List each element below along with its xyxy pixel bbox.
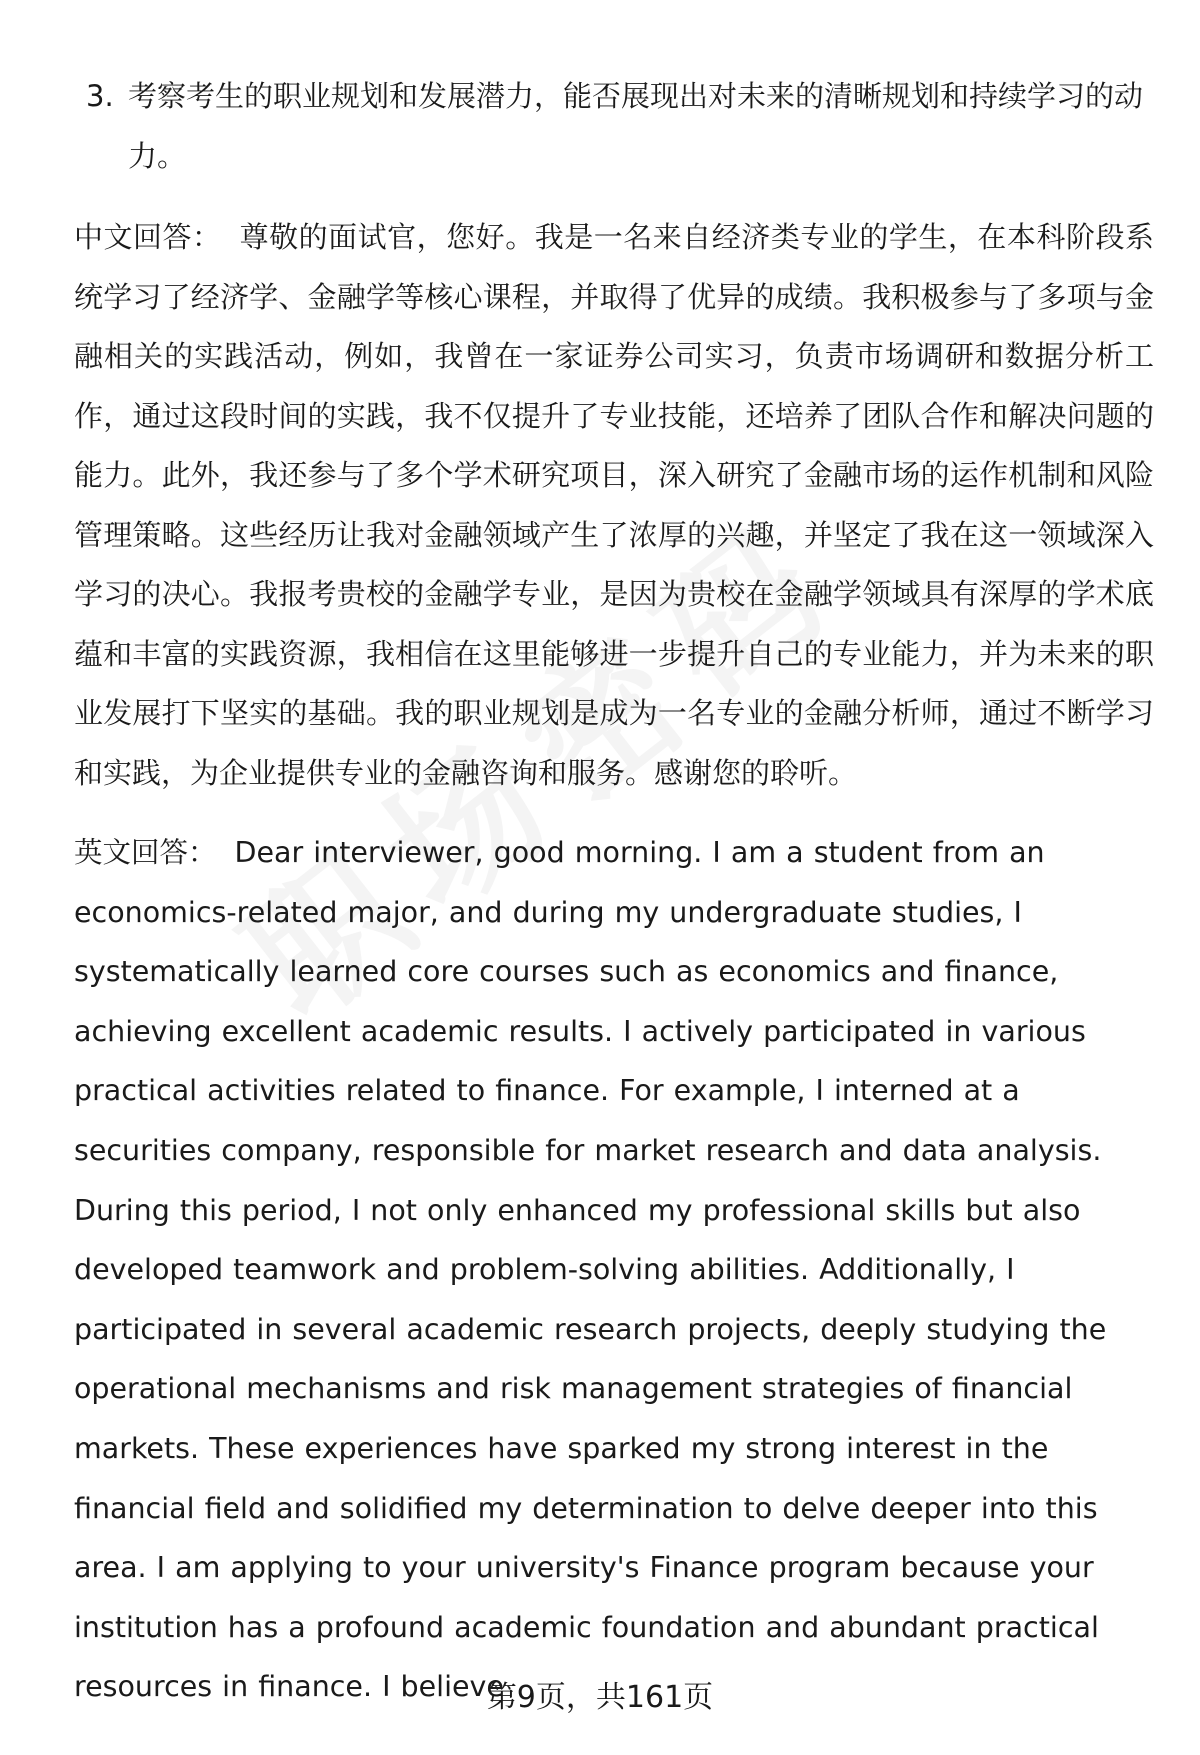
page-content [74,66,1154,1717]
criteria-item-3 [74,66,1154,186]
english-answer-text: Dear interviewer, good morning. I am a student from an economics-related major, and during my undergraduate studies, I systematically learned core courses such as economics and finance, achieving excellent academic results. I actively participated in various practical activities related to finance. For example, I interned at a securities company, responsible for market research and data analysis. During this period, I not only enhanced my professional skills but also developed teamwork and problem-solving abilities. Additionally, I participated in several academic research projects, deeply studying the operational mechanisms and risk management strategies of financial markets. These experiences have sparked my strong interest in the financial field and solidified my determination to delve deeper into this area. I am applying to your university's Finance program because your institution has a profound academic foundation and abundant practical resources in finance. I believe [74,836,1107,1704]
page-number-footer: 第9页，共161页 [486,1680,714,1715]
chinese-answer-text: 尊敬的面试官，您好。我是一名来自经济类专业的学生，在本科阶段系统学习了经济学、金融学等核心课程，并取得了优异的成绩。我积极参与了多项与金融相关的实践活动，例如，我曾在一家证券公司实习，负责市场调研和数据分析工作，通过这段时间的实践，我不仅提升了专业技能，还培养了团队合作和解决问题的能力。此外，我还参与了多个学术研究项目，深入研究了金融市场的运作机制和风险管理策略。这些经历让我对金融领域产生了浓厚的兴趣，并坚定了我在这一领域深入学习的决心。我报考贵校的金融学专业，是因为贵校在金融学领域具有深厚的学术底蕴和丰富的实践资源，我相信在这里能够进一步提升自己的专业能力，并为未来的职业发展打下坚实的基础。我的职业规划是成为一名专业的金融分析师，通过不断学习和实践，为企业提供专业的金融咨询和服务。感谢您的聆听。 [74,220,1154,790]
criteria-text: 考察考生的职业规划和发展潜力，能否展现出对未来的清晰规划和持续学习的动力。 [128,79,1144,173]
chinese-answer-paragraph [74,208,1154,803]
english-answer-paragraph [74,823,1154,1717]
list-number: 3. [86,79,114,113]
chinese-answer-label: 中文回答： [74,220,222,254]
english-answer-label: 英文回答： [74,836,217,869]
